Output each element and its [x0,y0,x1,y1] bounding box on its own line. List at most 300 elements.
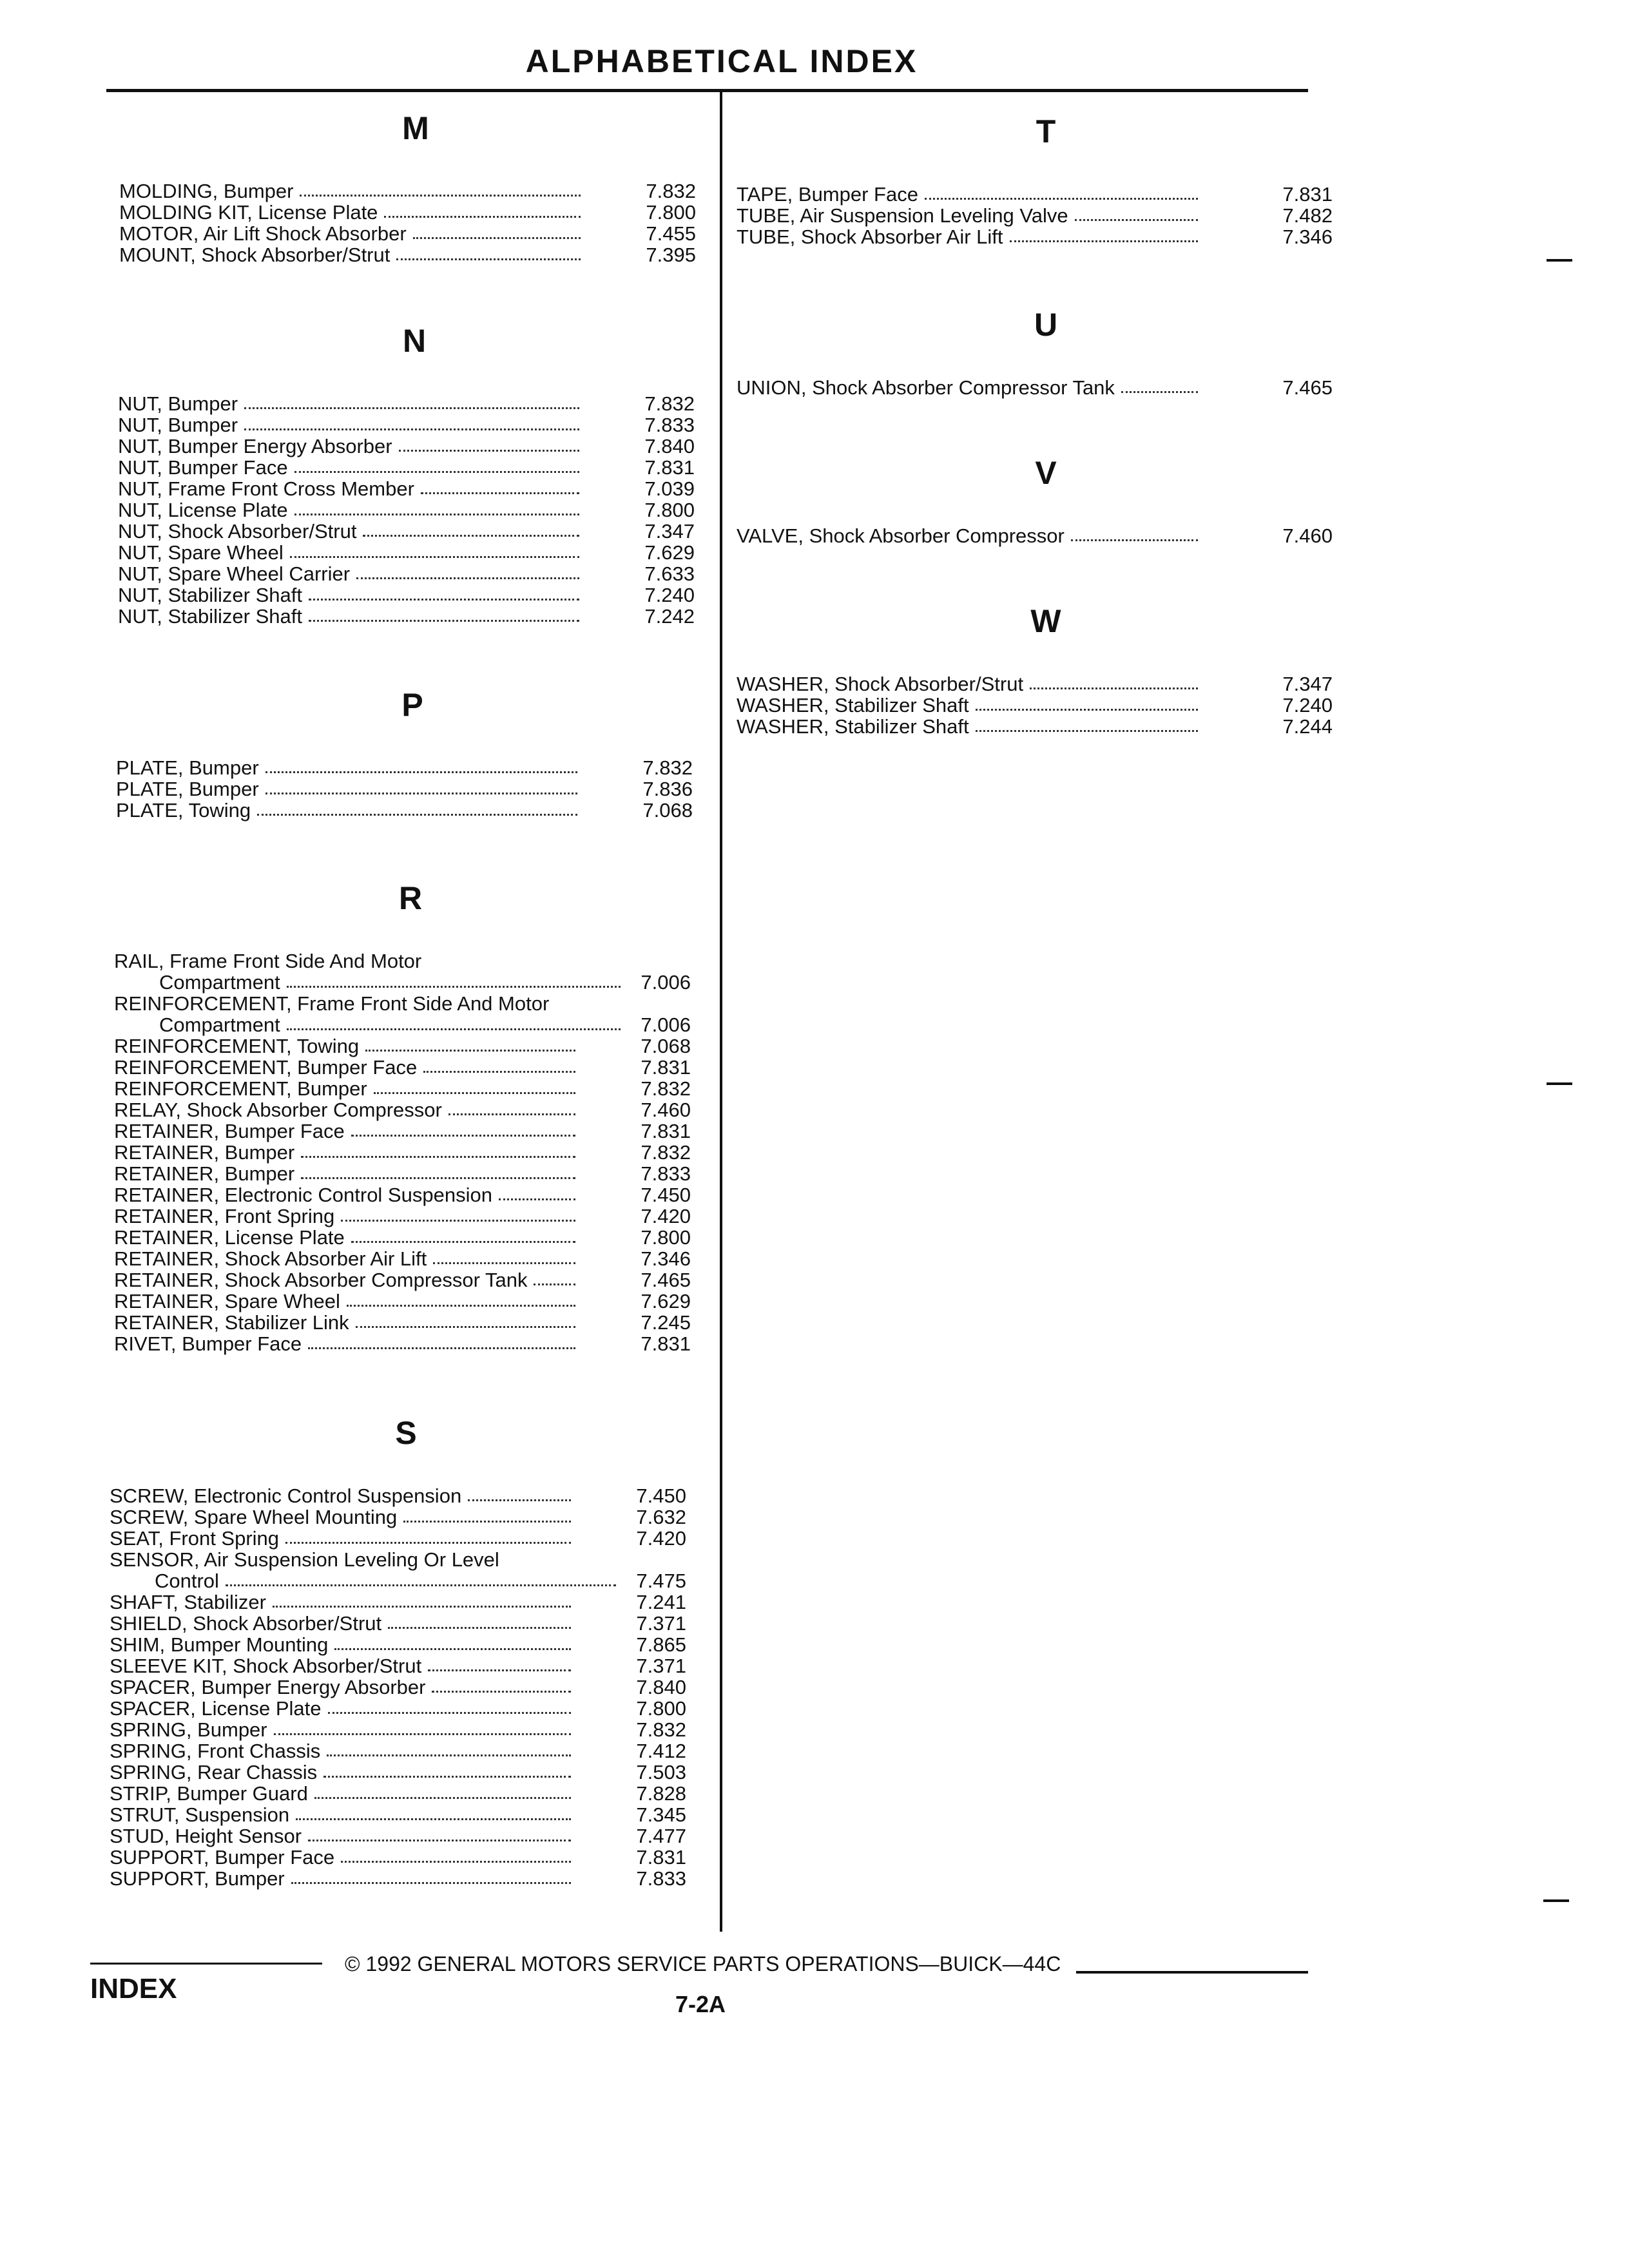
index-entry [114,1078,707,1099]
entry-label: RETAINER, Shock Absorber Air Lift [114,1247,427,1270]
dot-leader [314,1783,571,1799]
index-entry [737,694,1333,716]
entry-label: RETAINER, Bumper Face [114,1120,345,1142]
entry-page: 7.629 [644,541,695,564]
dot-leader [287,972,621,988]
entry-page: 7.832 [636,1718,686,1741]
section-letter: M [402,110,429,146]
entry-page: 7.242 [644,605,695,628]
entry-label: Compartment [159,1014,280,1036]
entry-label: UNION, Shock Absorber Compressor Tank [737,376,1115,399]
entry-name [737,184,1200,205]
dot-leader [388,1613,571,1629]
dot-leader [428,1655,571,1671]
entry-name [114,1142,578,1163]
entry-page: 7.503 [636,1761,686,1783]
entry-label: RETAINER, Spare Wheel [114,1290,340,1312]
entry-label: WASHER, Stabilizer Shaft [737,715,969,738]
entry-name [110,1506,574,1528]
index-entry [110,1613,702,1634]
entry-label: NUT, Shock Absorber/Strut [118,520,357,543]
title-rule [106,89,1308,92]
index-entry [119,202,712,223]
entry-page: 7.831 [641,1056,691,1079]
entry-name [118,584,582,606]
index-entry [110,1783,702,1804]
dot-leader [265,778,577,794]
entry-name [114,1035,578,1057]
index-entry [114,1035,707,1057]
index-entry [118,606,711,627]
entry-name [119,202,583,223]
entry-name [118,563,582,584]
index-entry [110,1528,702,1549]
entry-name [110,1698,574,1719]
entry-page: 7.240 [1282,694,1333,716]
entry-page: 7.450 [636,1485,686,1507]
entry-page: 7.006 [641,1014,691,1036]
entry-name [737,716,1200,737]
entry-name [118,521,582,542]
dot-leader [1075,205,1198,221]
entry-name [110,1485,574,1506]
entry-label: SHIELD, Shock Absorber/Strut [110,1612,382,1635]
section-letter: W [1030,603,1061,639]
entry-name [118,457,582,478]
dot-leader [374,1078,575,1094]
footer-rule-left [90,1963,322,1965]
entry-label: RETAINER, Bumper [114,1162,295,1185]
entry-name [114,1014,623,1035]
index-entry [110,1677,702,1698]
entry-label: SUPPORT, Bumper [110,1867,285,1890]
dot-leader [265,757,577,773]
index-entry [110,1740,702,1762]
dot-leader [976,695,1198,711]
dot-leader [423,1057,575,1073]
margin-mark [1543,1899,1569,1902]
entry-page: 7.833 [641,1162,691,1185]
dot-leader [1030,673,1198,689]
section-letter: P [401,687,423,723]
index-entry [114,1269,707,1291]
entry-name [110,1549,574,1570]
index-entry [118,584,711,606]
entry-label: RELAY, Shock Absorber Compressor [114,1099,442,1121]
margin-mark [1547,259,1572,262]
dot-leader [341,1847,571,1863]
index-entry [118,393,711,414]
dot-leader [925,184,1198,200]
entry-label: SPRING, Bumper [110,1718,267,1741]
section-letter: T [1036,113,1056,149]
entry-name [110,1740,574,1762]
page-title: ALPHABETICAL INDEX [525,43,918,79]
entry-label: NUT, Stabilizer Shaft [118,605,302,628]
dot-leader [403,1506,571,1523]
entry-page: 7.420 [636,1527,686,1550]
dot-leader [291,1868,571,1884]
dot-leader [294,457,579,473]
entry-page: 7.836 [642,778,693,800]
entry-page: 7.465 [641,1269,691,1291]
dot-leader [244,414,579,430]
entry-name [110,1613,574,1634]
entry-label: RETAINER, Shock Absorber Compressor Tank [114,1269,528,1291]
entry-page: 7.347 [1282,673,1333,695]
index-entry [114,1312,707,1333]
entry-list [737,376,1333,399]
footer-section-label: INDEX [90,1973,177,2004]
entry-page: 7.455 [646,222,696,245]
entry-page: 7.039 [644,477,695,500]
copyright-line: © 1992 GENERAL MOTORS SERVICE PARTS OPERATIONS—BUICK—44C [345,1952,1061,1975]
entry-name [114,1312,578,1333]
entry-label: SHIM, Bumper Mounting [110,1633,329,1656]
index-entry [110,1549,702,1570]
entry-name [110,1783,574,1804]
entry-label: RAIL, Frame Front Side And Motor [114,950,422,972]
entry-label: MOUNT, Shock Absorber/Strut [119,244,390,266]
entry-name [110,1825,574,1847]
index-entry [737,226,1333,248]
entry-label: NUT, Bumper [118,414,238,436]
entry-page: 7.420 [641,1205,691,1227]
entry-name [118,499,582,521]
entry-page: 7.800 [646,201,696,224]
dot-leader [356,1312,575,1328]
entry-name [118,436,582,457]
entry-label: PLATE, Bumper [116,778,259,800]
index-entry [110,1698,702,1719]
entry-page: 7.832 [644,392,695,415]
dot-leader [399,436,579,452]
entry-label: PLATE, Towing [116,799,251,822]
entry-page: 7.465 [1282,376,1333,399]
entry-label: Control [155,1570,219,1592]
dot-leader [976,716,1198,732]
entry-page: 7.460 [1282,524,1333,547]
index-entry [118,478,711,499]
index-entry [114,950,707,972]
footer-rule-right [1076,1971,1308,1974]
entry-label: REINFORCEMENT, Bumper [114,1077,367,1100]
dot-leader [296,1804,571,1820]
entry-page: 7.840 [636,1676,686,1698]
entry-name [116,778,580,800]
margin-mark [1547,1082,1572,1085]
index-entry [110,1868,702,1889]
entry-page: 7.865 [636,1633,686,1656]
entry-page: 7.800 [636,1697,686,1720]
dot-leader [226,1570,616,1586]
entry-label: TAPE, Bumper Face [737,183,918,206]
entry-list [118,393,711,627]
entry-name [110,1570,619,1591]
entry-label: SPACER, License Plate [110,1697,322,1720]
index-entry [110,1655,702,1677]
entry-page: 7.831 [636,1846,686,1869]
index-entry [114,1057,707,1078]
dot-leader [301,1142,575,1158]
entry-name [114,1078,578,1099]
dot-leader [432,1677,571,1693]
index-entry [119,244,712,265]
index-entry [114,972,707,993]
entry-label: SUPPORT, Bumper Face [110,1846,335,1869]
entry-label: SPRING, Front Chassis [110,1740,321,1762]
entry-page: 7.633 [644,562,695,585]
dot-leader [309,606,579,622]
entry-label: REINFORCEMENT, Frame Front Side And Motor [114,992,550,1015]
entry-page: 7.450 [641,1184,691,1206]
index-entry [114,1184,707,1206]
entry-list [116,757,709,821]
dot-leader [433,1248,575,1264]
entry-name [737,377,1200,398]
index-entry [118,499,711,521]
dot-leader [468,1485,571,1501]
entry-label: TUBE, Shock Absorber Air Lift [737,226,1003,248]
section-letter: N [402,323,427,359]
entry-label: VALVE, Shock Absorber Compressor [737,524,1065,547]
entry-name [114,950,578,972]
entry-label: SPRING, Rear Chassis [110,1761,318,1783]
index-entry [114,993,707,1014]
index-entry [737,715,1333,738]
dot-leader [384,202,581,218]
entry-label: SEAT, Front Spring [110,1527,280,1550]
index-entry [110,1506,702,1528]
entry-page: 7.831 [641,1332,691,1355]
entry-page: 7.412 [636,1740,686,1762]
entry-page: 7.068 [642,799,693,822]
entry-name [118,478,582,499]
index-entry [118,521,711,542]
entry-page: 7.395 [646,244,696,266]
index-entry [110,1719,702,1740]
entry-page: 7.482 [1282,204,1333,227]
dot-leader [448,1099,575,1115]
index-entry [118,542,711,563]
entry-name [110,1634,574,1655]
entry-list [737,524,1333,547]
entry-label: SPACER, Bumper Energy Absorber [110,1676,426,1698]
entry-page: 7.346 [641,1247,691,1270]
index-entry [737,673,1333,695]
dot-leader [351,1227,575,1243]
entry-name [114,972,623,993]
entry-name [118,542,582,563]
entry-page: 7.475 [636,1570,686,1592]
entry-name [114,1099,578,1120]
index-entry [114,1248,707,1269]
dot-leader [356,563,579,579]
index-entry [116,800,709,821]
entry-name [114,1333,578,1354]
entry-page: 7.840 [644,435,695,457]
index-entry [114,1291,707,1312]
entry-page: 7.244 [1282,715,1333,738]
index-entry [119,223,712,244]
entry-name [114,1184,578,1206]
entry-label: STUD, Height Sensor [110,1825,302,1847]
dot-leader [1071,525,1198,541]
entry-label: PLATE, Bumper [116,756,259,779]
entry-page: 7.833 [644,414,695,436]
entry-page: 7.460 [641,1099,691,1121]
dot-leader [396,244,581,260]
entry-label: NUT, Bumper Face [118,456,288,479]
dot-leader [341,1206,575,1222]
dot-leader [308,1825,571,1841]
section-letter: S [395,1415,417,1451]
entry-label: RIVET, Bumper Face [114,1332,302,1355]
entry-list [114,950,707,1354]
entry-list [110,1485,702,1889]
entry-label: RETAINER, Electronic Control Suspension [114,1184,492,1206]
entry-page: 7.828 [636,1782,686,1805]
entry-page: 7.068 [641,1035,691,1057]
entry-name [114,1120,578,1142]
entry-label: RETAINER, License Plate [114,1226,345,1249]
dot-leader [365,1035,575,1052]
entry-name [118,606,582,627]
entry-page: 7.347 [644,520,695,543]
dot-leader [273,1591,571,1608]
entry-name [119,244,583,265]
index-entry [110,1634,702,1655]
entry-page: 7.832 [646,180,696,202]
entry-label: NUT, Spare Wheel [118,541,284,564]
entry-label: Compartment [159,971,280,994]
dot-leader [499,1184,575,1200]
entry-page: 7.832 [641,1077,691,1100]
entry-label: SLEEVE KIT, Shock Absorber/Strut [110,1655,422,1677]
entry-label: NUT, Stabilizer Shaft [118,584,302,606]
entry-label: MOLDING KIT, License Plate [119,201,378,224]
index-entry [118,436,711,457]
entry-page: 7.832 [642,756,693,779]
entry-page: 7.832 [641,1141,691,1164]
dot-leader [347,1291,575,1307]
dot-leader [421,478,579,494]
entry-list [119,180,712,265]
entry-label: SENSOR, Air Suspension Leveling Or Level [110,1548,499,1571]
entry-name [118,414,582,436]
dot-leader [534,1269,575,1285]
entry-label: MOTOR, Air Lift Shock Absorber [119,222,407,245]
entry-label: NUT, Bumper Energy Absorber [118,435,392,457]
entry-label: REINFORCEMENT, Bumper Face [114,1056,418,1079]
index-entry [114,1099,707,1120]
dot-leader [290,542,579,558]
dot-leader [328,1698,571,1714]
dot-leader [301,1163,575,1179]
entry-label: SHAFT, Stabilizer [110,1591,266,1613]
entry-label: WASHER, Stabilizer Shaft [737,694,969,716]
entry-name [114,1291,578,1312]
index-entry [116,757,709,778]
entry-name [110,1591,574,1613]
entry-label: SCREW, Spare Wheel Mounting [110,1506,398,1528]
entry-name [114,1163,578,1184]
section-letter: U [1034,307,1058,343]
entry-name [114,1269,578,1291]
entry-label: MOLDING, Bumper [119,180,294,202]
entry-name [116,800,580,821]
entry-name [118,393,582,414]
entry-name [737,525,1200,546]
entry-name [110,1655,574,1677]
entry-page: 7.629 [641,1290,691,1312]
entry-list [737,673,1333,738]
entry-page: 7.245 [641,1311,691,1334]
entry-name [119,180,583,202]
dot-leader [287,1014,621,1030]
entry-page: 7.831 [1282,183,1333,206]
entry-name [110,1719,574,1740]
entry-name [116,757,580,778]
entry-name [110,1762,574,1783]
index-entry [116,778,709,800]
index-entry [110,1804,702,1825]
entry-name [119,223,583,244]
index-entry [737,524,1333,547]
entry-name [737,673,1200,695]
entry-page: 7.833 [636,1867,686,1890]
dot-leader [327,1740,571,1756]
index-entry [114,1142,707,1163]
dot-leader [1010,226,1198,242]
entry-label: NUT, Spare Wheel Carrier [118,562,351,585]
entry-label: WASHER, Shock Absorber/Strut [737,673,1024,695]
dot-leader [294,499,579,515]
entry-page: 7.800 [644,499,695,521]
entry-name [110,1528,574,1549]
entry-name [110,1677,574,1698]
entry-name [737,226,1200,247]
index-entry [118,563,711,584]
entry-page: 7.831 [641,1120,691,1142]
index-entry [114,1120,707,1142]
index-entry [737,183,1333,206]
index-entry [110,1485,702,1506]
index-entry [114,1014,707,1035]
entry-label: SCREW, Electronic Control Suspension [110,1485,462,1507]
index-entry [737,204,1333,227]
dot-leader [244,393,579,409]
entry-page: 7.006 [641,971,691,994]
entry-label: RETAINER, Front Spring [114,1205,335,1227]
index-entry [118,414,711,436]
dot-leader [351,1120,575,1137]
entry-name [114,1057,578,1078]
entry-name [114,1206,578,1227]
index-entry [114,1333,707,1354]
entry-page: 7.371 [636,1655,686,1677]
entry-page: 7.371 [636,1612,686,1635]
entry-label: NUT, Frame Front Cross Member [118,477,414,500]
dot-leader [308,1333,575,1349]
dot-leader [274,1719,571,1735]
entry-name [737,695,1200,716]
entry-label: NUT, License Plate [118,499,288,521]
entry-page: 7.346 [1282,226,1333,248]
entry-label: REINFORCEMENT, Towing [114,1035,360,1057]
dot-leader [309,584,579,601]
dot-leader [1121,377,1198,393]
